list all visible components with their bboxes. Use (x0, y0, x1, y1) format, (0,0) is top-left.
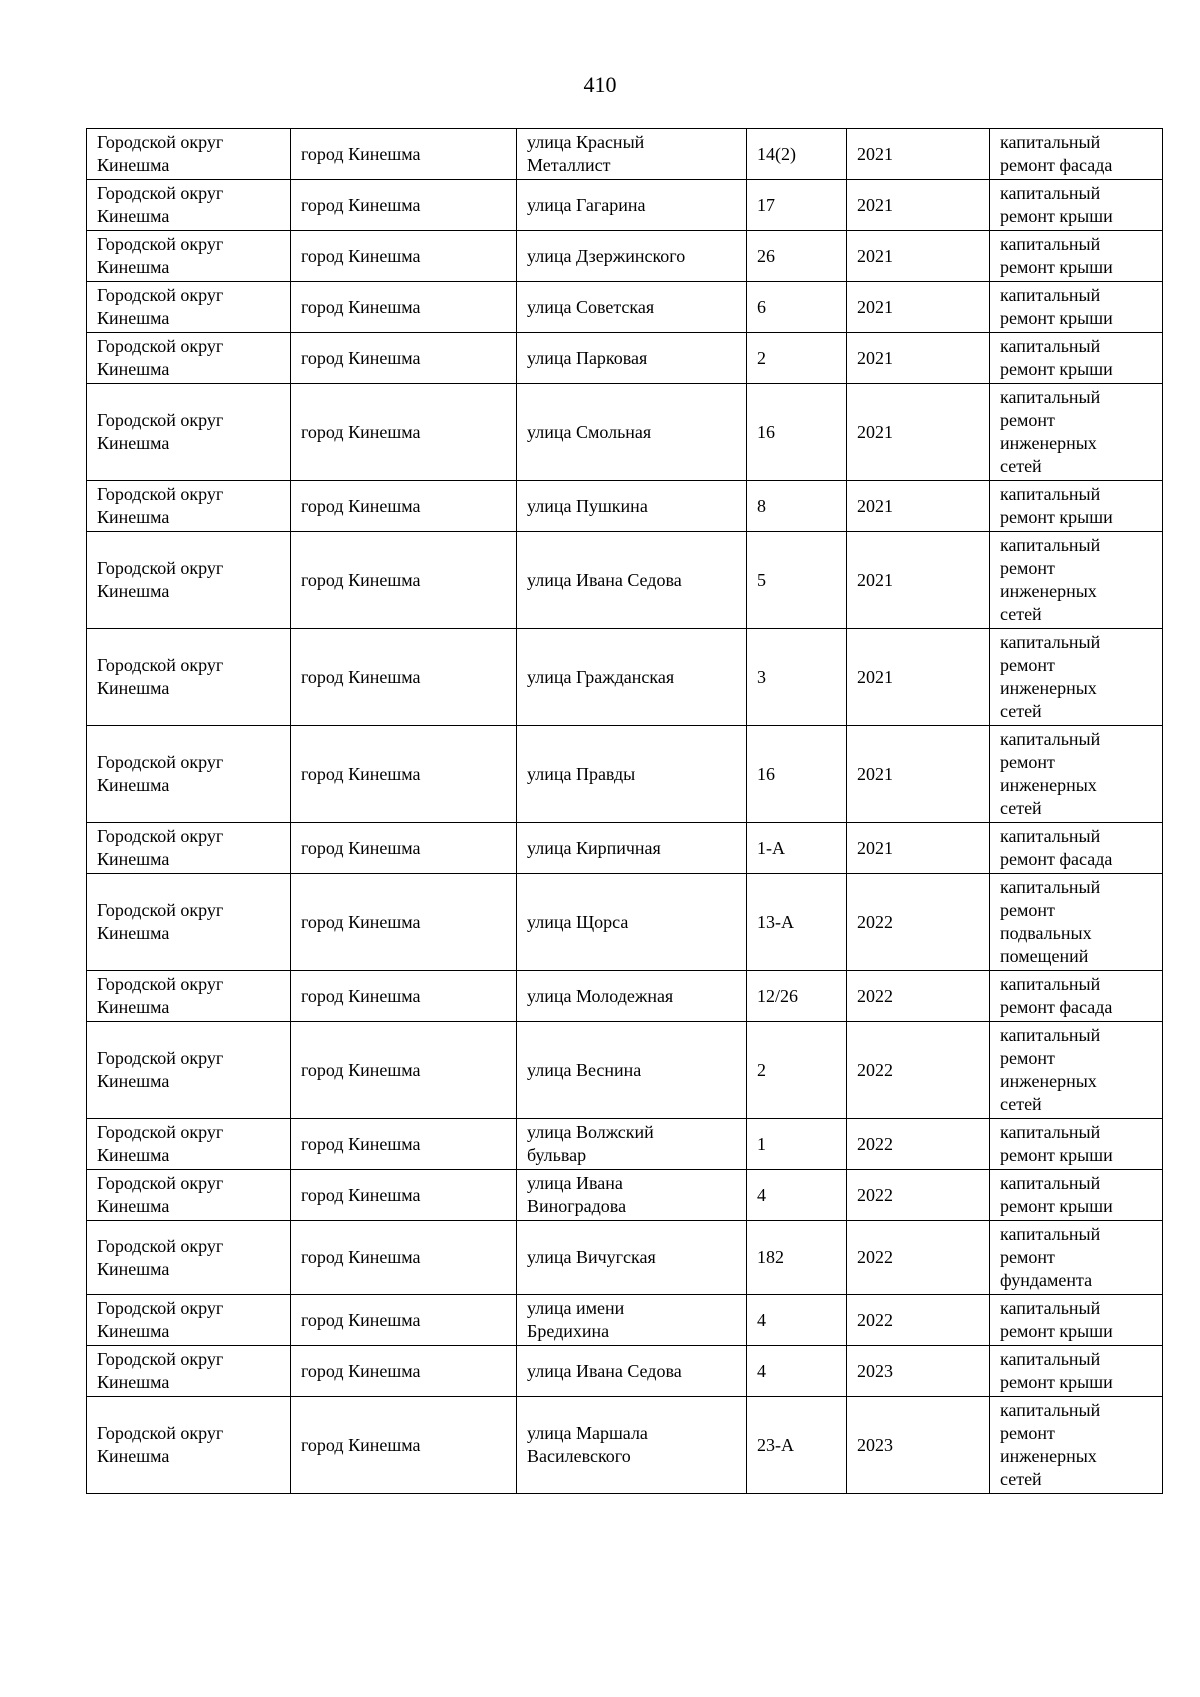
table-row (87, 1221, 1163, 1295)
table-row (87, 180, 1163, 231)
district-cell: Городской округ Кинешма (87, 823, 291, 874)
district-cell: Городской округ Кинешма (87, 726, 291, 823)
table-row (87, 384, 1163, 481)
street-cell: улица Парковая (517, 333, 747, 384)
year-cell: 2021 (847, 180, 990, 231)
year-cell: 2021 (847, 231, 990, 282)
city-cell: город Кинешма (291, 874, 517, 971)
city-cell: город Кинешма (291, 532, 517, 629)
house-number-cell: 4 (747, 1170, 847, 1221)
street-cell: улица Ивана Седова (517, 1346, 747, 1397)
city-cell: город Кинешма (291, 282, 517, 333)
table-row (87, 1119, 1163, 1170)
district-cell: Городской округ Кинешма (87, 1221, 291, 1295)
work-type-cell: капитальный ремонт подвальных помещений (990, 874, 1163, 971)
table-row (87, 282, 1163, 333)
district-cell: Городской округ Кинешма (87, 1022, 291, 1119)
year-cell: 2021 (847, 629, 990, 726)
house-number-cell: 6 (747, 282, 847, 333)
year-cell: 2021 (847, 726, 990, 823)
city-cell: город Кинешма (291, 333, 517, 384)
city-cell: город Кинешма (291, 1397, 517, 1494)
work-type-cell: капитальный ремонт фасада (990, 823, 1163, 874)
district-cell: Городской округ Кинешма (87, 1397, 291, 1494)
work-type-cell: капитальный ремонт крыши (990, 231, 1163, 282)
street-cell: улица Маршала Василевского (517, 1397, 747, 1494)
year-cell: 2021 (847, 129, 990, 180)
district-cell: Городской округ Кинешма (87, 1346, 291, 1397)
work-type-cell: капитальный ремонт крыши (990, 333, 1163, 384)
district-cell: Городской округ Кинешма (87, 481, 291, 532)
table-row (87, 1295, 1163, 1346)
house-number-cell: 16 (747, 384, 847, 481)
street-cell: улица Молодежная (517, 971, 747, 1022)
street-cell: улица Ивана Седова (517, 532, 747, 629)
table-row (87, 129, 1163, 180)
house-number-cell: 26 (747, 231, 847, 282)
year-cell: 2022 (847, 1119, 990, 1170)
year-cell: 2021 (847, 282, 990, 333)
work-type-cell: капитальный ремонт крыши (990, 282, 1163, 333)
table-row (87, 629, 1163, 726)
street-cell: улица Правды (517, 726, 747, 823)
table-body (87, 129, 1163, 1494)
street-cell: улица Ивана Виноградова (517, 1170, 747, 1221)
year-cell: 2022 (847, 971, 990, 1022)
table-row (87, 1397, 1163, 1494)
street-cell: улица Щорса (517, 874, 747, 971)
district-cell: Городской округ Кинешма (87, 180, 291, 231)
year-cell: 2022 (847, 1022, 990, 1119)
year-cell: 2021 (847, 823, 990, 874)
house-number-cell: 14(2) (747, 129, 847, 180)
district-cell: Городской округ Кинешма (87, 384, 291, 481)
work-type-cell: капитальный ремонт крыши (990, 180, 1163, 231)
city-cell: город Кинешма (291, 823, 517, 874)
year-cell: 2021 (847, 333, 990, 384)
street-cell: улица имени Бредихина (517, 1295, 747, 1346)
street-cell: улица Гагарина (517, 180, 747, 231)
city-cell: город Кинешма (291, 1022, 517, 1119)
year-cell: 2021 (847, 532, 990, 629)
house-number-cell: 16 (747, 726, 847, 823)
district-cell: Городской округ Кинешма (87, 282, 291, 333)
year-cell: 2022 (847, 1221, 990, 1295)
house-number-cell: 8 (747, 481, 847, 532)
district-cell: Городской округ Кинешма (87, 1295, 291, 1346)
district-cell: Городской округ Кинешма (87, 874, 291, 971)
work-type-cell: капитальный ремонт инженерных сетей (990, 384, 1163, 481)
city-cell: город Кинешма (291, 180, 517, 231)
district-cell: Городской округ Кинешма (87, 532, 291, 629)
table-row (87, 1022, 1163, 1119)
city-cell: город Кинешма (291, 1295, 517, 1346)
city-cell: город Кинешма (291, 1221, 517, 1295)
table-row (87, 532, 1163, 629)
year-cell: 2022 (847, 1170, 990, 1221)
district-cell: Городской округ Кинешма (87, 971, 291, 1022)
year-cell: 2021 (847, 384, 990, 481)
district-cell: Городской округ Кинешма (87, 1119, 291, 1170)
table-row (87, 726, 1163, 823)
city-cell: город Кинешма (291, 231, 517, 282)
year-cell: 2023 (847, 1397, 990, 1494)
street-cell: улица Советская (517, 282, 747, 333)
table-row (87, 333, 1163, 384)
street-cell: улица Вичугская (517, 1221, 747, 1295)
city-cell: город Кинешма (291, 481, 517, 532)
house-number-cell: 4 (747, 1295, 847, 1346)
district-cell: Городской округ Кинешма (87, 1170, 291, 1221)
work-type-cell: капитальный ремонт крыши (990, 1346, 1163, 1397)
table-row (87, 231, 1163, 282)
house-number-cell: 17 (747, 180, 847, 231)
table-row (87, 1346, 1163, 1397)
house-number-cell: 5 (747, 532, 847, 629)
table-row (87, 874, 1163, 971)
house-number-cell: 3 (747, 629, 847, 726)
city-cell: город Кинешма (291, 1170, 517, 1221)
street-cell: улица Красный Металлист (517, 129, 747, 180)
work-type-cell: капитальный ремонт фундамента (990, 1221, 1163, 1295)
house-number-cell: 2 (747, 333, 847, 384)
table-row (87, 971, 1163, 1022)
work-type-cell: капитальный ремонт крыши (990, 1170, 1163, 1221)
city-cell: город Кинешма (291, 384, 517, 481)
street-cell: улица Веснина (517, 1022, 747, 1119)
table-row (87, 823, 1163, 874)
street-cell: улица Пушкина (517, 481, 747, 532)
work-type-cell: капитальный ремонт инженерных сетей (990, 1022, 1163, 1119)
house-number-cell: 182 (747, 1221, 847, 1295)
district-cell: Городской округ Кинешма (87, 129, 291, 180)
work-type-cell: капитальный ремонт крыши (990, 1119, 1163, 1170)
street-cell: улица Дзержинского (517, 231, 747, 282)
district-cell: Городской округ Кинешма (87, 231, 291, 282)
street-cell: улица Гражданская (517, 629, 747, 726)
work-type-cell: капитальный ремонт инженерных сетей (990, 629, 1163, 726)
house-number-cell: 2 (747, 1022, 847, 1119)
year-cell: 2022 (847, 1295, 990, 1346)
table-row (87, 481, 1163, 532)
city-cell: город Кинешма (291, 726, 517, 823)
work-type-cell: капитальный ремонт инженерных сетей (990, 532, 1163, 629)
street-cell: улица Волжский бульвар (517, 1119, 747, 1170)
work-type-cell: капитальный ремонт инженерных сетей (990, 726, 1163, 823)
city-cell: город Кинешма (291, 971, 517, 1022)
year-cell: 2022 (847, 874, 990, 971)
house-number-cell: 1-А (747, 823, 847, 874)
work-type-cell: капитальный ремонт крыши (990, 1295, 1163, 1346)
house-number-cell: 4 (747, 1346, 847, 1397)
repair-schedule-table (86, 128, 1163, 1494)
work-type-cell: капитальный ремонт инженерных сетей (990, 1397, 1163, 1494)
year-cell: 2023 (847, 1346, 990, 1397)
street-cell: улица Кирпичная (517, 823, 747, 874)
table-row (87, 1170, 1163, 1221)
street-cell: улица Смольная (517, 384, 747, 481)
house-number-cell: 23-А (747, 1397, 847, 1494)
page-number: 410 (583, 72, 617, 97)
city-cell: город Кинешма (291, 1119, 517, 1170)
year-cell: 2021 (847, 481, 990, 532)
work-type-cell: капитальный ремонт фасада (990, 129, 1163, 180)
house-number-cell: 13-А (747, 874, 847, 971)
city-cell: город Кинешма (291, 1346, 517, 1397)
work-type-cell: капитальный ремонт крыши (990, 481, 1163, 532)
house-number-cell: 1 (747, 1119, 847, 1170)
work-type-cell: капитальный ремонт фасада (990, 971, 1163, 1022)
district-cell: Городской округ Кинешма (87, 333, 291, 384)
house-number-cell: 12/26 (747, 971, 847, 1022)
city-cell: город Кинешма (291, 629, 517, 726)
city-cell: город Кинешма (291, 129, 517, 180)
district-cell: Городской округ Кинешма (87, 629, 291, 726)
